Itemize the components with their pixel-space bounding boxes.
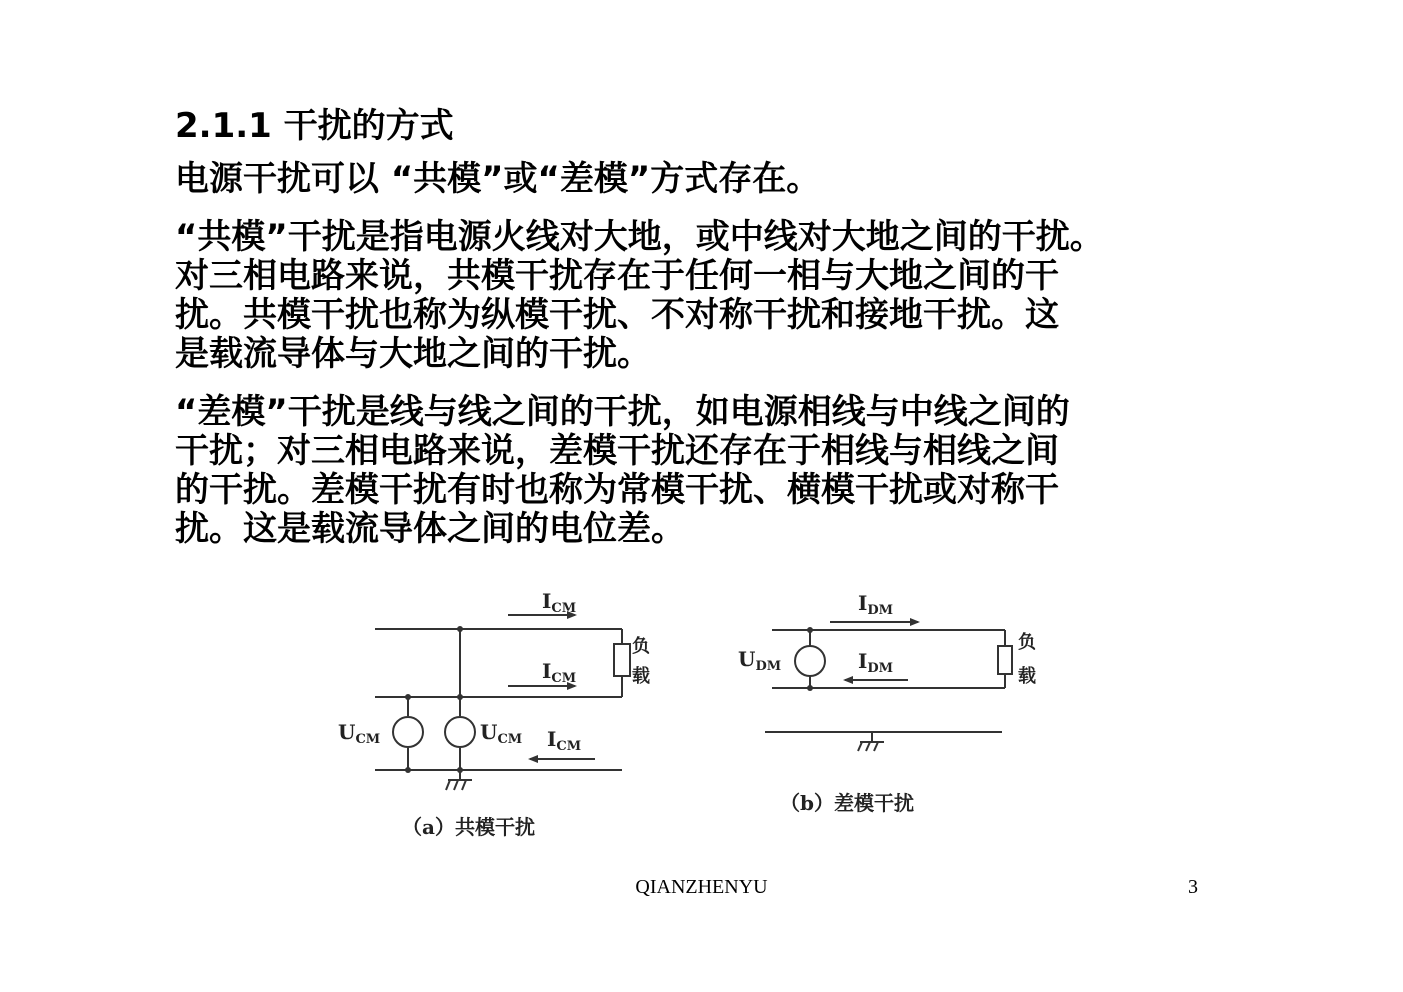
paragraph-common-mode — [175, 218, 1265, 374]
current-label-top: $I_{DM}$ — [858, 591, 894, 618]
figure-b-caption: （b）差模干扰 — [780, 791, 914, 815]
footer-author: QIANZHENYU — [635, 876, 768, 898]
common-mode-circuit-diagram — [330, 582, 650, 847]
current-label-mid: $I_{CM}$ — [542, 659, 577, 686]
load-label-1: 负 — [1018, 632, 1036, 653]
load-label-2: 载 — [632, 666, 650, 687]
figure-common-mode — [330, 582, 650, 847]
section-title: 2.1.1 干扰的方式 — [175, 106, 454, 146]
paragraph-line: “差模”干扰是线与线之间的干扰，如电源相线与中线之间的 — [175, 392, 1070, 432]
current-label-top: $I_{CM}$ — [542, 589, 577, 616]
current-label-bottom: $I_{CM}$ — [547, 727, 582, 754]
paragraph-line: “共模”干扰是指电源火线对大地，或中线对大地之间的干扰。 — [175, 217, 1104, 257]
paragraph-line: 是载流导体与大地之间的干扰。 — [175, 334, 651, 374]
paragraph-line: 干扰；对三相电路来说，差模干扰还存在于相线与相线之间 — [175, 431, 1059, 471]
current-label-mid: $I_{DM}$ — [858, 649, 894, 676]
load-label-1: 负 — [632, 636, 650, 657]
paragraph-line: 扰。这是载流导体之间的电位差。 — [175, 509, 685, 549]
paragraph-differential-mode — [175, 393, 1265, 549]
paragraph-line: 的干扰。差模干扰有时也称为常模干扰、横模干扰或对称干 — [175, 470, 1059, 510]
paragraph-line: 对三相电路来说，共模干扰存在于任何一相与大地之间的干 — [175, 256, 1059, 296]
paragraph-line: 电源干扰可以 “共模”或“差模”方式存在。 — [175, 159, 821, 199]
voltage-label: $U_{DM}$ — [738, 647, 782, 674]
voltage-label-left: $U_{CM}$ — [338, 720, 381, 747]
figure-differential-mode — [730, 582, 1050, 822]
differential-mode-circuit-diagram — [730, 582, 1050, 822]
figure-a-caption: （a）共模干扰 — [402, 815, 535, 839]
paragraph-line: 扰。共模干扰也称为纵模干扰、不对称干扰和接地干扰。这 — [175, 295, 1059, 335]
voltage-label-right: $U_{CM}$ — [480, 720, 523, 747]
page-number: 3 — [1188, 876, 1198, 898]
load-label-2: 载 — [1018, 666, 1036, 687]
paragraph-modes — [175, 160, 1265, 199]
